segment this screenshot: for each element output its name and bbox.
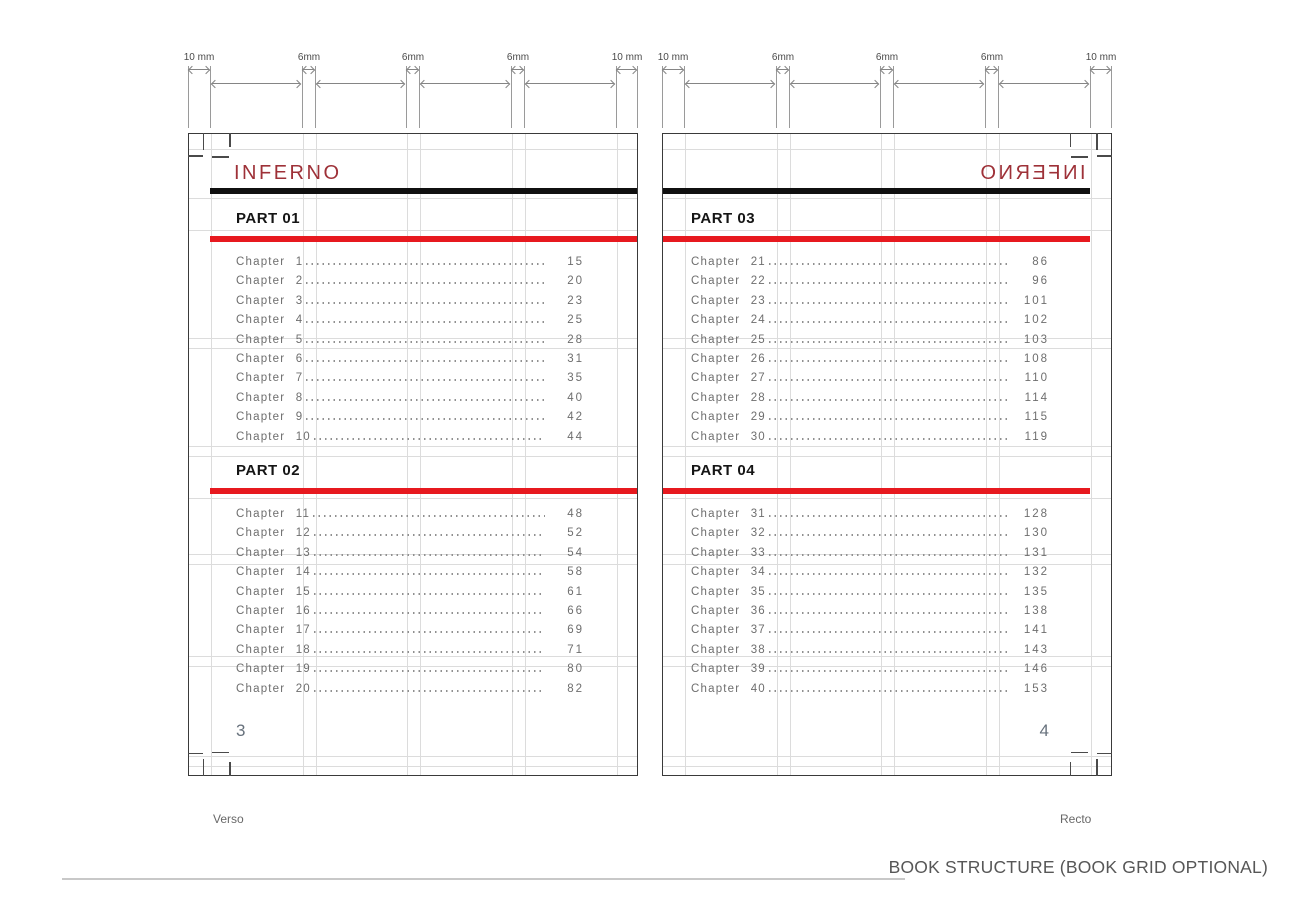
- dimension-label: 10 mm: [1085, 52, 1117, 63]
- chapter-page-number: 114: [1024, 391, 1049, 404]
- chapter-label: Chapter 8: [236, 391, 304, 404]
- grid-row-line: [189, 456, 637, 457]
- chapter-page-number: 52: [567, 527, 584, 540]
- dimension-tick-line: [985, 66, 986, 128]
- dot-leader: [313, 515, 545, 517]
- dimension-arrow: [881, 69, 892, 70]
- grid-row-line: [663, 756, 1111, 757]
- chapter-page-number: 131: [1023, 546, 1049, 559]
- dot-leader: [306, 379, 545, 381]
- chapter-page-number: 58: [567, 566, 584, 579]
- toc-row: [236, 644, 584, 663]
- toc-row: [691, 605, 1049, 624]
- crop-mark: [1070, 762, 1072, 776]
- chapter-page-number: 20: [567, 275, 584, 288]
- dimension-tick-line: [524, 66, 525, 128]
- dimension-label: 10 mm: [183, 52, 215, 63]
- grid-row-line: [663, 198, 1111, 199]
- crop-mark: [229, 762, 231, 776]
- dot-leader: [769, 593, 1010, 595]
- chapter-page-number: 48: [567, 508, 584, 520]
- dot-leader: [314, 573, 545, 575]
- chapter-page-number: 138: [1023, 604, 1049, 617]
- chapter-page-number: 25: [567, 314, 584, 327]
- dot-leader: [769, 379, 1010, 381]
- toc-row: [691, 663, 1049, 682]
- chapter-label: Chapter 4: [236, 314, 304, 327]
- dot-leader: [314, 690, 545, 692]
- dot-leader: [769, 554, 1010, 556]
- book-title: INFERNO: [234, 162, 342, 184]
- crop-mark: [1097, 753, 1112, 755]
- chapter-label: Chapter 36: [691, 604, 766, 617]
- dot-leader: [306, 321, 545, 323]
- part-rule: [210, 488, 637, 494]
- dimension-arrow: [407, 69, 418, 70]
- dot-leader: [769, 341, 1010, 343]
- crop-mark: [1071, 156, 1088, 158]
- chapter-label: Chapter 9: [236, 411, 304, 424]
- dot-leader: [769, 690, 1010, 692]
- toc-row: [691, 431, 1049, 450]
- crop-mark: [203, 133, 205, 150]
- verso-label: Verso: [213, 812, 244, 826]
- crop-mark: [1071, 752, 1088, 754]
- toc-row: [691, 275, 1049, 294]
- chapter-label: Chapter 28: [691, 391, 766, 404]
- toc-row: [236, 334, 584, 353]
- chapter-label: Chapter 33: [691, 546, 766, 559]
- caption-title: BOOK STRUCTURE (BOOK GRID OPTIONAL): [888, 857, 1268, 877]
- chapter-page-number: 101: [1023, 294, 1049, 307]
- chapter-page-number: 146: [1023, 663, 1049, 676]
- chapter-page-number: 80: [567, 663, 584, 676]
- chapter-page-number: 108: [1023, 352, 1049, 365]
- chapter-label: Chapter 2: [236, 275, 304, 288]
- chapter-page-number: 141: [1023, 624, 1049, 637]
- dimension-label: 10 mm: [611, 52, 643, 63]
- dot-leader: [769, 670, 1010, 672]
- part-rule: [663, 488, 1090, 494]
- dimension-arrow: [777, 69, 788, 70]
- dot-leader: [769, 302, 1010, 304]
- toc-row: [691, 624, 1049, 643]
- chapter-page-number: 86: [1032, 256, 1049, 268]
- chapter-page-number: 130: [1023, 527, 1049, 540]
- dimension-label: 6mm: [401, 52, 425, 63]
- dimension-arrow: [1091, 69, 1110, 70]
- dimension-tick-line: [406, 66, 407, 128]
- crop-mark: [203, 759, 205, 776]
- dot-leader: [314, 612, 545, 614]
- toc-row: [691, 586, 1049, 605]
- chapter-page-number: 15: [567, 256, 584, 268]
- chapter-label: Chapter 22: [691, 275, 766, 288]
- chapter-page-number: 132: [1023, 566, 1049, 579]
- dimension-tick-line: [1090, 66, 1091, 128]
- dimension-label: 6mm: [506, 52, 530, 63]
- dot-leader: [769, 263, 1010, 265]
- toc-row: [691, 644, 1049, 663]
- dimension-arrow: [686, 83, 774, 84]
- dot-leader: [769, 399, 1010, 401]
- dot-leader: [314, 670, 545, 672]
- recto-label: Recto: [1060, 812, 1092, 826]
- chapter-label: Chapter 37: [691, 624, 766, 637]
- chapter-label: Chapter 11: [236, 508, 311, 520]
- toc-row: [691, 547, 1049, 566]
- dimension-tick-line: [419, 66, 420, 128]
- dimension-label: 6mm: [297, 52, 321, 63]
- chapter-page-number: 103: [1023, 333, 1049, 346]
- dot-leader: [769, 360, 1010, 362]
- dot-leader: [314, 631, 545, 633]
- chapter-label: Chapter 17: [236, 624, 311, 637]
- folio-number: 4: [1039, 721, 1049, 740]
- toc-row: [236, 683, 584, 702]
- grid-row-line: [663, 456, 1111, 457]
- toc-row: [691, 566, 1049, 585]
- dimension-arrow: [303, 69, 314, 70]
- toc-row: [236, 372, 584, 391]
- toc-row: [691, 508, 1049, 527]
- chapter-label: Chapter 19: [236, 663, 311, 676]
- chapter-page-number: 66: [567, 604, 584, 617]
- dot-leader: [306, 399, 545, 401]
- toc-row: [236, 275, 584, 294]
- chapter-label: Chapter 34: [691, 566, 766, 579]
- caption-rule: [62, 878, 905, 880]
- dimension-arrow: [895, 83, 983, 84]
- title-rule: [663, 188, 1090, 194]
- toc-row: [236, 663, 584, 682]
- dimension-tick-line: [315, 66, 316, 128]
- chapter-page-number: 102: [1023, 314, 1049, 327]
- toc-row: [236, 295, 584, 314]
- chapter-label: Chapter 38: [691, 643, 766, 656]
- chapter-page-number: 143: [1023, 643, 1049, 656]
- chapter-page-number: 28: [567, 333, 584, 346]
- dimension-arrow: [1000, 83, 1088, 84]
- chapter-label: Chapter 25: [691, 333, 766, 346]
- folio-number: 3: [236, 721, 246, 740]
- toc-row: [691, 295, 1049, 314]
- dot-leader: [306, 341, 545, 343]
- chapter-label: Chapter 27: [691, 372, 766, 385]
- toc-row: [236, 431, 584, 450]
- chapter-page-number: 82: [567, 682, 584, 695]
- toc-row: [236, 605, 584, 624]
- chapter-label: Chapter 23: [691, 294, 766, 307]
- chapter-label: Chapter 35: [691, 585, 766, 598]
- toc-row: [691, 314, 1049, 333]
- dimension-diagram-verso: [183, 52, 643, 128]
- title-rule: [210, 188, 637, 194]
- chapter-label: Chapter 14: [236, 566, 311, 579]
- toc-row: [236, 624, 584, 643]
- page-verso: [188, 133, 638, 776]
- toc-row: [691, 372, 1049, 391]
- grid-row-line: [663, 498, 1111, 499]
- dimension-label: 10 mm: [657, 52, 689, 63]
- grid-row-line: [189, 149, 637, 150]
- dot-leader: [306, 302, 545, 304]
- crop-mark: [1096, 759, 1098, 776]
- dimension-tick-line: [637, 66, 638, 128]
- chapter-label: Chapter 18: [236, 643, 311, 656]
- chapter-label: Chapter 30: [691, 430, 766, 443]
- chapter-page-number: 128: [1023, 508, 1049, 520]
- crop-mark: [229, 133, 231, 147]
- chapter-page-number: 42: [567, 411, 584, 424]
- page-recto: [662, 133, 1112, 776]
- dimension-arrow: [421, 83, 509, 84]
- dot-leader: [769, 534, 1010, 536]
- dot-leader: [314, 651, 545, 653]
- dot-leader: [769, 321, 1010, 323]
- crop-mark: [1070, 133, 1072, 147]
- grid-row-line: [189, 230, 637, 231]
- chapter-label: Chapter 40: [691, 682, 766, 695]
- dot-leader: [769, 612, 1010, 614]
- toc-list: [691, 256, 1049, 450]
- dimension-label: 6mm: [980, 52, 1004, 63]
- part-heading: PART 01: [236, 210, 301, 227]
- chapter-page-number: 119: [1024, 430, 1049, 443]
- dot-leader: [769, 631, 1010, 633]
- chapter-label: Chapter 7: [236, 372, 304, 385]
- dimension-arrow: [526, 83, 614, 84]
- dimension-arrow: [791, 83, 878, 84]
- part-heading: PART 04: [691, 462, 756, 479]
- toc-row: [236, 586, 584, 605]
- crop-mark: [212, 156, 229, 158]
- dimension-tick-line: [789, 66, 790, 128]
- dimension-arrow: [512, 69, 523, 70]
- grid-row-line: [663, 766, 1111, 767]
- chapter-label: Chapter 31: [691, 508, 766, 520]
- toc-row: [691, 256, 1049, 275]
- toc-row: [236, 256, 584, 275]
- toc-row: [691, 334, 1049, 353]
- chapter-label: Chapter 39: [691, 663, 766, 676]
- dimension-tick-line: [662, 66, 663, 128]
- chapter-label: Chapter 29: [691, 411, 766, 424]
- part-heading: PART 03: [691, 210, 756, 227]
- toc-row: [691, 392, 1049, 411]
- chapter-page-number: 96: [1032, 275, 1049, 288]
- dot-leader: [306, 418, 545, 420]
- toc-row: [236, 547, 584, 566]
- dimension-arrow: [986, 69, 997, 70]
- dot-leader: [314, 534, 545, 536]
- toc-row: [691, 683, 1049, 702]
- dot-leader: [306, 360, 545, 362]
- dimension-arrow: [317, 83, 404, 84]
- toc-list: [236, 256, 584, 450]
- chapter-label: Chapter 6: [236, 352, 304, 365]
- dimension-label: 6mm: [875, 52, 899, 63]
- dimension-arrow: [663, 69, 683, 70]
- toc-list: [236, 508, 584, 702]
- dimension-tick-line: [998, 66, 999, 128]
- toc-list: [691, 508, 1049, 702]
- chapter-label: Chapter 10: [236, 430, 311, 443]
- dimension-label: 6mm: [771, 52, 795, 63]
- toc-row: [236, 353, 584, 372]
- dot-leader: [769, 573, 1010, 575]
- chapter-page-number: 44: [567, 430, 584, 443]
- dimension-diagram-recto: [657, 52, 1117, 128]
- crop-mark: [1096, 133, 1098, 150]
- toc-row: [236, 392, 584, 411]
- dimension-tick-line: [188, 66, 189, 128]
- toc-row: [236, 508, 584, 527]
- crop-mark: [212, 752, 229, 754]
- dimension-tick-line: [210, 66, 211, 128]
- dimension-tick-line: [684, 66, 685, 128]
- chapter-page-number: 153: [1023, 682, 1049, 695]
- grid-row-line: [663, 230, 1111, 231]
- chapter-label: Chapter 16: [236, 604, 311, 617]
- part-heading: PART 02: [236, 462, 301, 479]
- toc-row: [236, 566, 584, 585]
- chapter-label: Chapter 5: [236, 333, 304, 346]
- grid-row-line: [663, 149, 1111, 150]
- dimension-arrow: [212, 83, 300, 84]
- dimension-arrow: [617, 69, 636, 70]
- toc-row: [236, 527, 584, 546]
- toc-row: [691, 353, 1049, 372]
- chapter-page-number: 23: [567, 294, 584, 307]
- chapter-page-number: 115: [1024, 411, 1049, 424]
- dot-leader: [306, 263, 545, 265]
- dot-leader: [314, 438, 545, 440]
- crop-mark: [188, 753, 203, 755]
- chapter-label: Chapter 15: [236, 585, 311, 598]
- chapter-page-number: 110: [1024, 372, 1049, 385]
- dimension-tick-line: [302, 66, 303, 128]
- grid-row-line: [189, 498, 637, 499]
- chapter-label: Chapter 1: [236, 256, 304, 268]
- dot-leader: [314, 593, 545, 595]
- dimension-tick-line: [893, 66, 894, 128]
- chapter-label: Chapter 3: [236, 294, 304, 307]
- chapter-page-number: 61: [567, 585, 584, 598]
- toc-row: [691, 527, 1049, 546]
- crop-mark: [188, 155, 203, 157]
- part-rule: [663, 236, 1090, 242]
- dot-leader: [314, 554, 545, 556]
- book-title-mirrored: INFERNO: [977, 162, 1085, 184]
- toc-row: [691, 411, 1049, 430]
- chapter-label: Chapter 20: [236, 682, 311, 695]
- chapter-page-number: 69: [567, 624, 584, 637]
- crop-mark: [1097, 155, 1112, 157]
- part-rule: [210, 236, 637, 242]
- dot-leader: [769, 418, 1010, 420]
- chapter-label: Chapter 26: [691, 352, 766, 365]
- dot-leader: [769, 282, 1010, 284]
- dimension-tick-line: [880, 66, 881, 128]
- dimension-arrow: [189, 69, 209, 70]
- chapter-label: Chapter 12: [236, 527, 311, 540]
- chapter-page-number: 40: [567, 391, 584, 404]
- chapter-label: Chapter 21: [691, 256, 766, 268]
- toc-row: [236, 314, 584, 333]
- dot-leader: [769, 515, 1010, 517]
- chapter-label: Chapter 32: [691, 527, 766, 540]
- dot-leader: [769, 651, 1010, 653]
- chapter-page-number: 31: [567, 352, 584, 365]
- chapter-label: Chapter 13: [236, 546, 311, 559]
- grid-row-line: [189, 766, 637, 767]
- chapter-page-number: 35: [567, 372, 584, 385]
- dot-leader: [769, 438, 1010, 440]
- chapter-page-number: 135: [1023, 585, 1049, 598]
- dimension-tick-line: [776, 66, 777, 128]
- dot-leader: [306, 282, 545, 284]
- dimension-tick-line: [616, 66, 617, 128]
- grid-row-line: [189, 198, 637, 199]
- dimension-tick-line: [511, 66, 512, 128]
- chapter-page-number: 71: [567, 643, 584, 656]
- grid-row-line: [189, 756, 637, 757]
- toc-row: [236, 411, 584, 430]
- chapter-page-number: 54: [567, 546, 584, 559]
- dimension-tick-line: [1111, 66, 1112, 128]
- chapter-label: Chapter 24: [691, 314, 766, 327]
